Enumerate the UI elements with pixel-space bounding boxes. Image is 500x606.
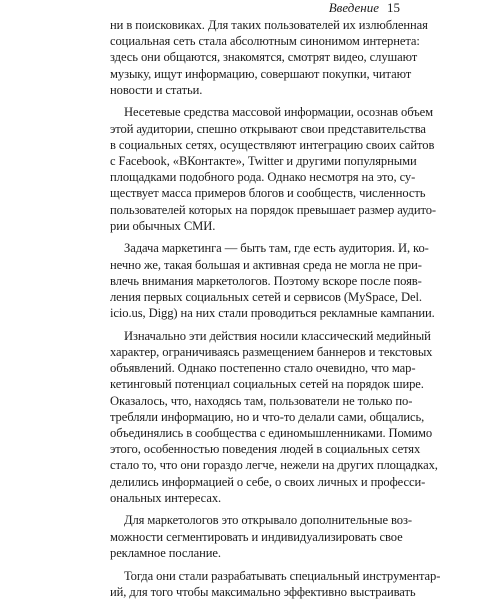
text-line: нечно же, такая большая и активная среда не могла не при- (110, 257, 422, 272)
text-line: Оказалось, что, находясь там, пользователи не только по- (110, 393, 413, 408)
text-line: здесь они общаются, знакомятся, смотрят видео, слушают (110, 50, 418, 65)
text-line: Изначально эти действия носили классический медийный (124, 328, 431, 343)
text-line: этой аудитории, спешно открывают свои представительства (110, 121, 426, 136)
text-line: характер, ограничиваясь размещением баннеров и текстовых (110, 345, 433, 360)
text-line: требляли информацию, но и что-то делали сами, общались, (110, 409, 425, 424)
text-line: музыку, ищут информацию, совершают покупки, читают (110, 66, 412, 81)
text-line: кетинговый потенциал социальных сетей на порядок шире. (110, 377, 424, 392)
paragraph (110, 240, 435, 321)
paragraph (110, 104, 436, 234)
text-line: объединялись в сообщества с единомышленниками. Помимо (110, 426, 433, 440)
paragraph (110, 512, 412, 561)
text-line: можности сегментировать и индивидуализировать свое (110, 529, 403, 544)
text-line: Для маркетологов это открывало дополнительные воз- (124, 513, 412, 528)
text-line: icio.us, Digg) на них стали проводиться рекламные кампании. (110, 306, 435, 321)
text-line: ий, для того чтобы максимально эффективно выстраивать (110, 584, 416, 599)
text-line: ональных интересах. (110, 490, 222, 505)
text-line: площадками подобного рода. Однако несмотря на это, су- (110, 170, 416, 185)
body-text (110, 17, 441, 606)
text-line: Тогда они стали разрабатывать специальный инструментар- (124, 568, 441, 583)
paragraph (110, 328, 438, 506)
text-line: социальная сеть стала абсолютным синонимом интернета: (110, 34, 420, 49)
text-line: с Facebook, «ВКонтакте», Twitter и другими популярными (110, 154, 417, 168)
text-line: ществует масса примеров блогов и сообществ, численность (110, 186, 426, 201)
text-line: Несетевые средства массовой информации, осознав объем (124, 105, 433, 120)
text-line: новости и статьи. (110, 82, 203, 97)
paragraph (110, 568, 441, 600)
text-line: стало то, что они гораздо легче, нежели на других площадках, (110, 458, 438, 473)
text-line: Задача маркетинга — быть там, где есть аудитория. И, ко- (124, 241, 429, 256)
running-header-section: Введение (328, 0, 379, 15)
page-number: 15 (387, 0, 400, 15)
text-line: рекламное послание. (110, 545, 221, 560)
text-line: ления первых социальных сетей и сервисов (MySpace, Del. (110, 290, 422, 304)
text-line: ни в поисковиках. Для таких пользователей их излюбленная (110, 18, 428, 32)
text-line: пользователей которых на порядок превышает размер аудито- (110, 202, 436, 217)
text-line: в социальных сетях, осуществляют интеграцию своих сайтов (110, 137, 435, 152)
paragraph (110, 17, 428, 98)
text-line: этого, особенностью поведения людей в социальных сетях (110, 442, 421, 457)
running-header (110, 0, 400, 16)
text-line: объявлений. Однако постепенно стало очевидно, что мар- (110, 361, 416, 376)
text-line: влечь внимания маркетологов. Поэтому вскоре после появ- (110, 273, 422, 288)
text-line: делились информацией о себе, о своих личных и професси- (110, 474, 426, 489)
text-line: рии обычных СМИ. (110, 218, 216, 233)
